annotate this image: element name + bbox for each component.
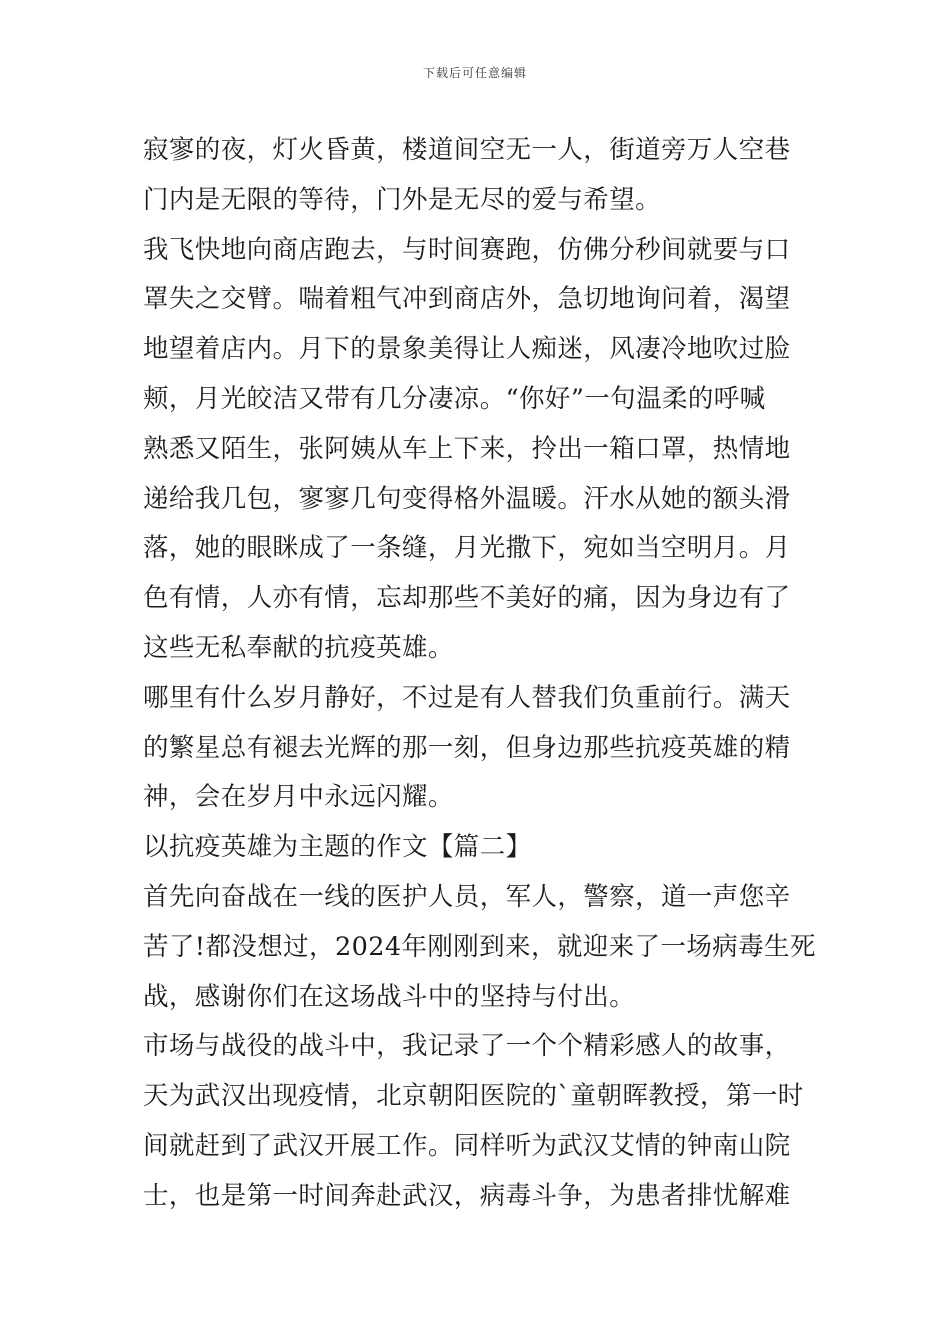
text-line: 士，也是第一时间奔赴武汉，病毒斗争，为患者排忧解难 — [143, 1180, 791, 1211]
text-line: 天为武汉出现疫情，北京朝阳医院的`童朝晖教授，第一时 — [143, 1081, 804, 1112]
text-line: 熟悉又陌生，张阿姨从车上下来，拎出一箱口罩，热情地 — [143, 433, 791, 464]
document-body — [143, 126, 816, 1222]
text-line: 市场与战役的战斗中，我记录了一个个精彩感人的故事， — [143, 1031, 791, 1062]
page-header: 下载后可任意编辑 — [422, 66, 527, 80]
text-line: 的繁星总有褪去光辉的那一刻，但身边那些抗疫英雄的精 — [143, 732, 791, 763]
text-line: 递给我几包，寥寥几句变得格外温暖。汗水从她的额头滑 — [143, 483, 791, 514]
text-line: 颊，月光皎洁又带有几分凄凉。“你好”一句温柔的呼喊 — [143, 383, 766, 414]
text-line: 我飞快地向商店跑去，与时间赛跑，仿佛分秒间就要与口 — [143, 234, 791, 265]
text-line: 间就赶到了武汉开展工作。同样听为武汉艾情的钟南山院 — [143, 1130, 791, 1161]
text-line: 首先向奋战在一线的医护人员，军人，警察，道一声您辛 — [143, 881, 791, 912]
text-line: 罩失之交臂。喘着粗气冲到商店外，急切地询问着，渴望 — [143, 284, 791, 315]
text-line: 落，她的眼眯成了一条缝，月光撒下，宛如当空明月。月 — [143, 533, 791, 564]
text-line: 色有情，人亦有情，忘却那些不美好的痛，因为身边有了 — [143, 583, 791, 614]
text-line: 苦了!都没想过，2024年刚刚到来，就迎来了一场病毒生死 — [143, 931, 816, 962]
text-line: 地望着店内。月下的景象美得让人痴迷，风凄冷地吹过脸 — [143, 334, 791, 365]
text-line: 战，感谢你们在这场战斗中的坚持与付出。 — [143, 981, 636, 1012]
section-heading: 以抗疫英雄为主题的作文【篇二】 — [143, 832, 532, 863]
text-line: 门内是无限的等待，门外是无尽的爱与希望。 — [143, 184, 662, 215]
text-line: 哪里有什么岁月静好，不过是有人替我们负重前行。满天 — [143, 682, 791, 713]
text-line: 寂寥的夜，灯火昏黄，楼道间空无一人，街道旁万人空巷 — [143, 135, 791, 165]
text-line: 这些无私奉献的抗疫英雄。 — [143, 632, 454, 663]
text-line: 神，会在岁月中永远闪耀。 — [143, 782, 454, 813]
